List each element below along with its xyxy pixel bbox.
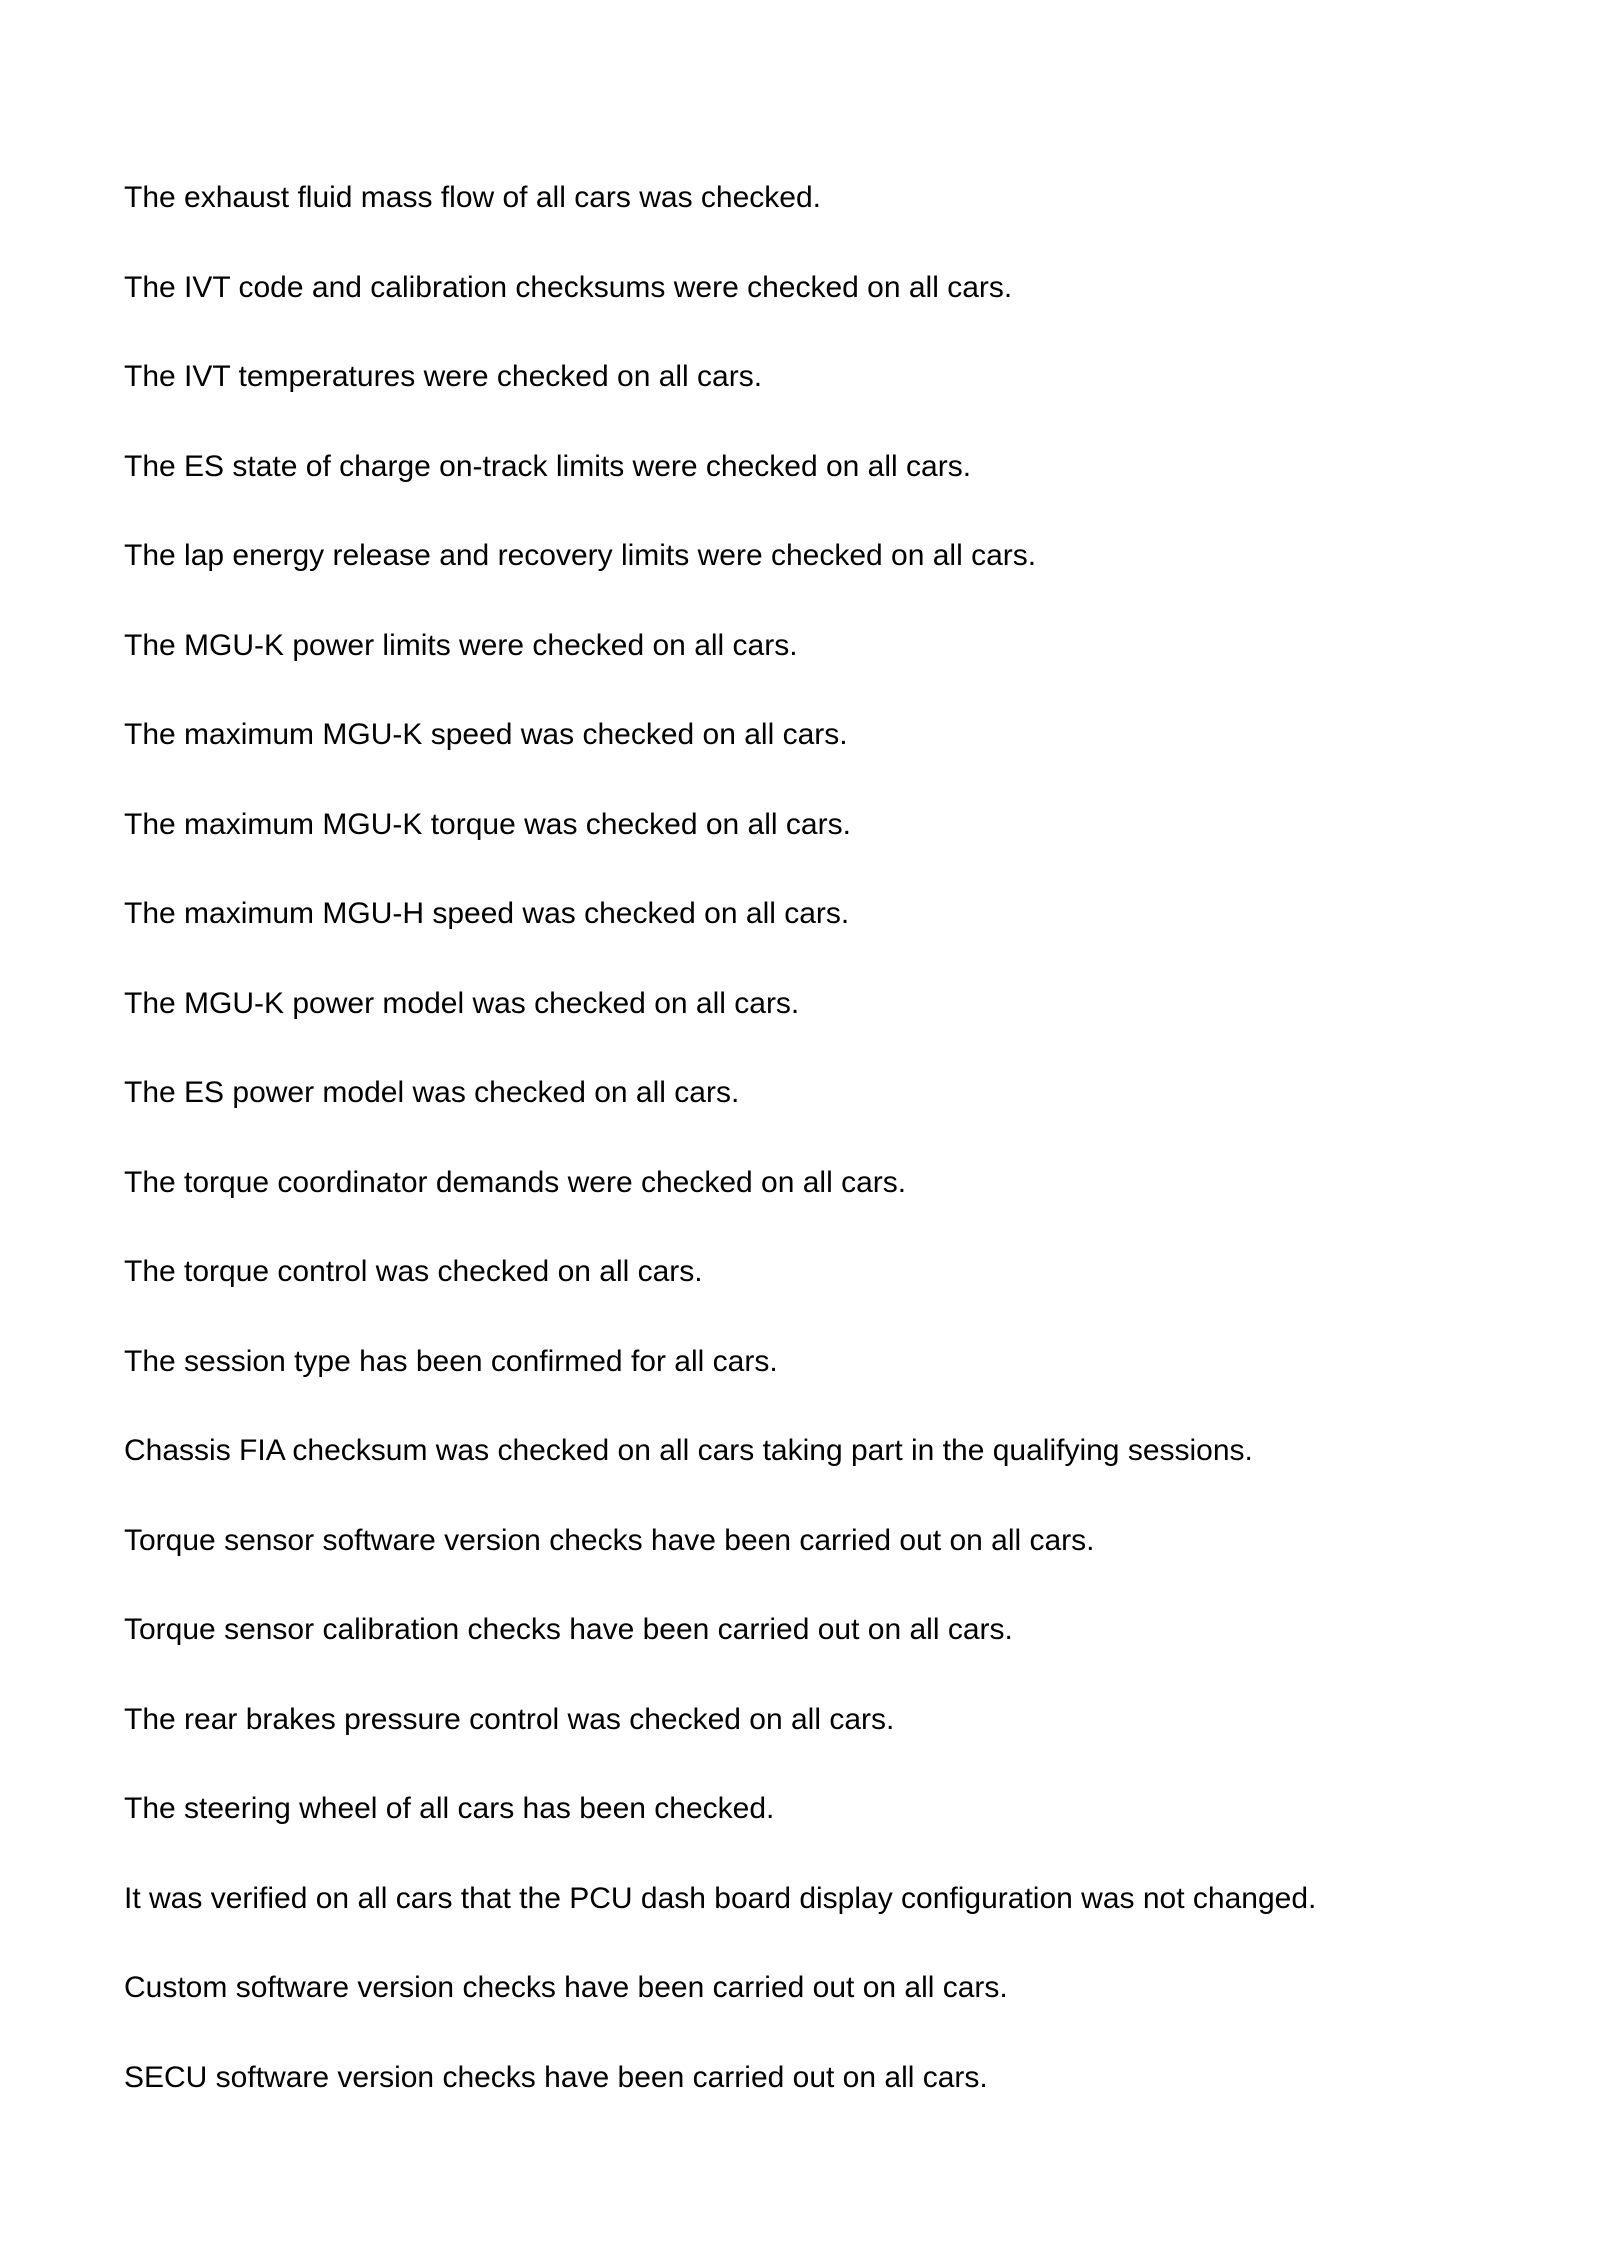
statement: The maximum MGU-K torque was checked on all cars. bbox=[124, 807, 851, 841]
statement: The ES state of charge on-track limits were checked on all cars. bbox=[124, 449, 972, 483]
statement: The rear brakes pressure control was checked on all cars. bbox=[124, 1702, 895, 1736]
statement-list bbox=[124, 171, 1524, 2140]
statement: The maximum MGU-K speed was checked on all cars. bbox=[124, 718, 848, 751]
statement: The torque coordinator demands were checked on all cars. bbox=[124, 1165, 907, 1199]
statement: The MGU-K power limits were checked on all cars. bbox=[124, 628, 798, 662]
statement: The torque control was checked on all cars. bbox=[124, 1255, 703, 1288]
statement: Torque sensor calibration checks have been carried out on all cars. bbox=[124, 1613, 1013, 1646]
statement: The lap energy release and recovery limits were checked on all cars. bbox=[124, 539, 1037, 572]
statement: The ES power model was checked on all cars. bbox=[124, 1076, 740, 1109]
statement: The maximum MGU-H speed was checked on all cars. bbox=[124, 897, 850, 930]
statement: The exhaust fluid mass flow of all cars was checked. bbox=[124, 181, 821, 214]
statement: SECU software version checks have been carried out on all cars. bbox=[124, 2060, 988, 2094]
statement: Torque sensor software version checks have been carried out on all cars. bbox=[124, 1523, 1095, 1557]
statement: The IVT code and calibration checksums were checked on all cars. bbox=[124, 270, 1013, 304]
statement: The MGU-K power model was checked on all cars. bbox=[124, 986, 800, 1020]
statement: The IVT temperatures were checked on all cars. bbox=[124, 360, 763, 393]
statement: The steering wheel of all cars has been checked. bbox=[124, 1792, 775, 1825]
statement: It was verified on all cars that the PCU dash board display configuration was not changed. bbox=[124, 1881, 1317, 1915]
statement: Chassis FIA checksum was checked on all cars taking part in the qualifying sessions. bbox=[124, 1434, 1253, 1467]
statement: Custom software version checks have been carried out on all cars. bbox=[124, 1971, 1008, 2004]
statement: The session type has been confirmed for all cars. bbox=[124, 1344, 778, 1378]
